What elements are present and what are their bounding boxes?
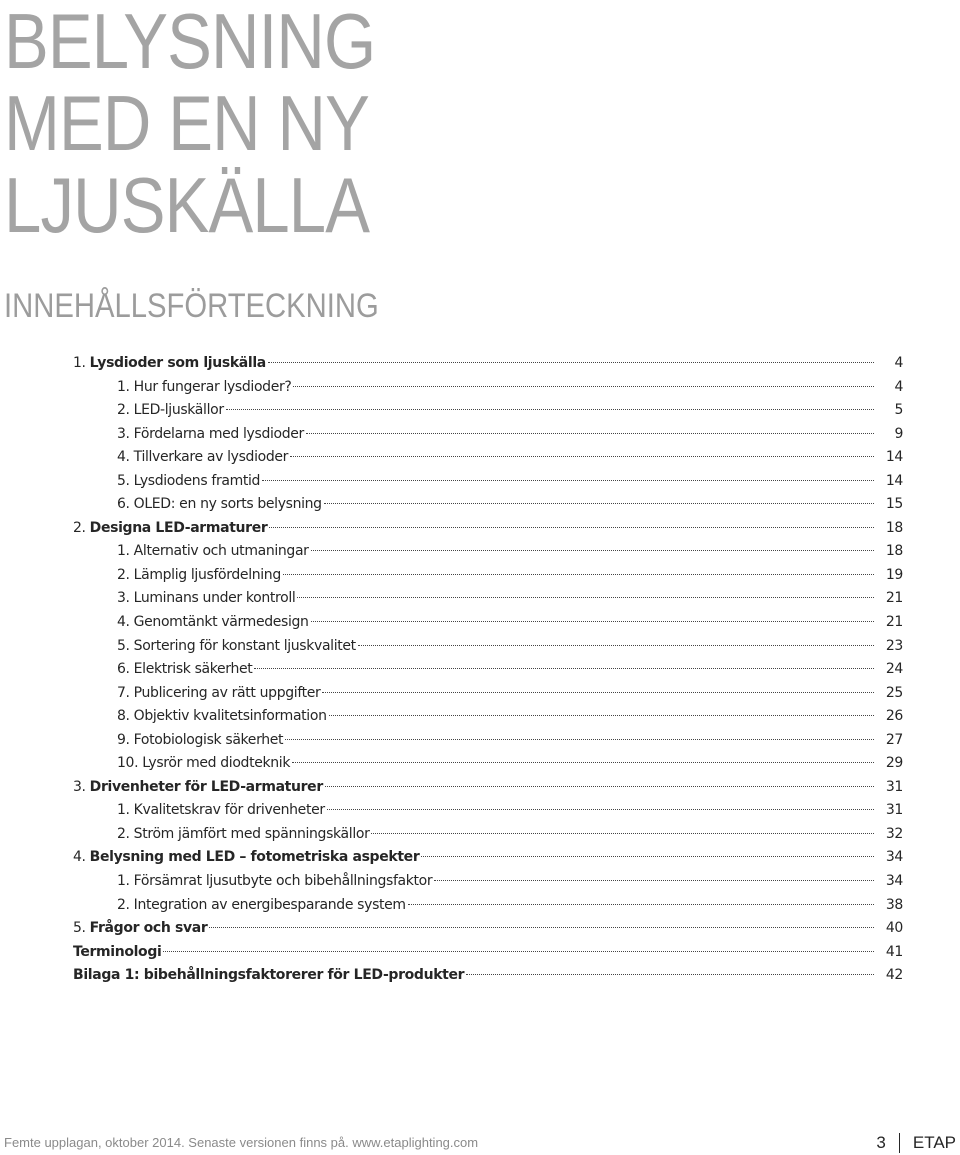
toc-entry-page: 14 — [885, 449, 903, 466]
toc-entry-number: 2. — [117, 566, 130, 583]
toc-entry-page: 38 — [885, 896, 903, 913]
toc-entry-page: 21 — [885, 590, 903, 607]
toc-entry-number: 1. — [117, 378, 130, 395]
title-line-2: MED EN NY — [4, 79, 369, 167]
toc-entry[interactable] — [73, 493, 903, 517]
toc-entry-page: 15 — [885, 496, 903, 513]
toc-entry[interactable] — [73, 658, 903, 682]
toc-leader-dots — [421, 855, 874, 857]
toc-heading: INNEHÅLLSFÖRTECKNING — [4, 287, 379, 325]
toc-entry[interactable] — [73, 894, 903, 918]
toc-entry-number: 1. — [117, 802, 130, 819]
toc-leader-dots — [209, 926, 874, 928]
toc-entry[interactable] — [73, 611, 903, 635]
toc-entry-page: 14 — [885, 472, 903, 489]
toc-entry-number: 10. — [117, 755, 139, 772]
toc-entry-label: Sortering för konstant ljuskvalitet — [133, 637, 356, 654]
toc-entry-number: 9. — [117, 731, 130, 748]
toc-leader-dots — [329, 714, 874, 716]
toc-entry[interactable] — [73, 729, 903, 753]
toc-leader-dots — [262, 479, 874, 481]
toc-entry[interactable] — [73, 376, 903, 400]
toc-entry-label: Belysning med LED – fotometriska aspekter — [89, 849, 420, 866]
toc-leader-dots — [408, 903, 874, 905]
toc-entry-label: OLED: en ny sorts belysning — [133, 496, 322, 513]
toc-entry-page: 18 — [885, 543, 903, 560]
toc-entry-number: 5. — [117, 637, 130, 654]
toc-entry-number: 6. — [117, 496, 130, 513]
toc-leader-dots — [311, 549, 874, 551]
toc-entry[interactable] — [73, 870, 903, 894]
toc-entry-number: 4. — [117, 614, 130, 631]
toc-leader-dots — [434, 879, 874, 881]
toc-entry-number: 3. — [117, 590, 130, 607]
toc-entry-number: 3. — [117, 425, 130, 442]
toc-leader-dots — [293, 385, 874, 387]
toc-entry-number: 1. — [117, 543, 130, 560]
title-line-3: LJUSKÄLLA — [4, 161, 370, 249]
toc-leader-dots — [269, 526, 874, 528]
toc-entry[interactable] — [73, 399, 903, 423]
toc-entry-page: 9 — [894, 425, 903, 442]
toc-entry-number: 2. — [117, 402, 130, 419]
toc-leader-dots — [290, 455, 874, 457]
toc-entry[interactable] — [73, 799, 903, 823]
toc-entry[interactable] — [73, 423, 903, 447]
toc-entry-label: Designa LED-armaturer — [89, 519, 268, 536]
toc-entry[interactable] — [73, 823, 903, 847]
toc-entry-label: Lämplig ljusfördelning — [133, 566, 281, 583]
toc-entry-number: 5. — [73, 920, 86, 937]
page-footer — [876, 1133, 956, 1153]
toc-entry-label: Objektiv kvalitetsinformation — [133, 708, 327, 725]
toc-entry-label: Genomtänkt värmedesign — [133, 614, 309, 631]
toc-entry-label: Frågor och svar — [89, 920, 208, 937]
toc-entry-number: 8. — [117, 708, 130, 725]
toc-entry[interactable] — [73, 470, 903, 494]
toc-leader-dots — [311, 620, 874, 622]
toc-entry-label: Publicering av rätt uppgifter — [133, 684, 321, 701]
toc-entry-number: 6. — [117, 661, 130, 678]
toc-entry-number: 2. — [73, 519, 86, 536]
brand-name: ETAP — [912, 1133, 956, 1152]
toc-entry-label: Kvalitetskrav för drivenheter — [133, 802, 325, 819]
toc-entry[interactable] — [73, 846, 903, 870]
toc-entry-label: Alternativ och utmaningar — [133, 543, 309, 560]
toc-entry-page: 5 — [894, 402, 903, 419]
toc-entry-label: Elektrisk säkerhet — [133, 661, 253, 678]
toc-entry-label: Hur fungerar lysdioder? — [133, 378, 292, 395]
toc-entry-label: Tillverkare av lysdioder — [133, 449, 289, 466]
toc-entry-page: 18 — [885, 519, 903, 536]
toc-entry-number: 7. — [117, 684, 130, 701]
toc-entry-page: 27 — [885, 731, 903, 748]
toc-entry-number: 4. — [117, 449, 130, 466]
toc-entry[interactable] — [73, 705, 903, 729]
toc-leader-dots — [285, 738, 874, 740]
toc-leader-dots — [283, 573, 874, 575]
toc-entry[interactable] — [73, 941, 903, 965]
toc-entry-label: Integration av energibesparande system — [133, 896, 406, 913]
toc-entry-label: Terminologi — [73, 943, 162, 960]
toc-leader-dots — [268, 361, 874, 363]
toc-entry-page: 4 — [894, 378, 903, 395]
toc-leader-dots — [163, 950, 874, 952]
toc-entry-number: 4. — [73, 849, 86, 866]
toc-entry-page: 31 — [885, 778, 903, 795]
toc-entry[interactable] — [73, 352, 903, 376]
toc-entry-page: 26 — [885, 708, 903, 725]
toc-entry-page: 25 — [885, 684, 903, 701]
toc-entry[interactable] — [73, 682, 903, 706]
toc-leader-dots — [324, 502, 874, 504]
toc-entry[interactable] — [73, 540, 903, 564]
toc-entry-label: Försämrat ljusutbyte och bibehållningsfaktor — [133, 873, 433, 890]
toc-entry-label: Fotobiologisk säkerhet — [133, 731, 284, 748]
toc-entry[interactable] — [73, 587, 903, 611]
toc-entry-number: 2. — [117, 825, 130, 842]
toc-entry-number: 1. — [117, 873, 130, 890]
toc-leader-dots — [371, 832, 874, 834]
toc-leader-dots — [254, 667, 874, 669]
toc-entry-page: 19 — [885, 566, 903, 583]
toc-entry[interactable] — [73, 964, 903, 988]
title-line-1: BELYSNING — [4, 0, 376, 85]
toc-entry[interactable] — [73, 635, 903, 659]
toc-entry-label: Drivenheter för LED-armaturer — [89, 778, 323, 795]
toc-entry-page: 41 — [885, 943, 903, 960]
toc-entry-page: 31 — [885, 802, 903, 819]
toc-entry[interactable] — [73, 564, 903, 588]
toc-leader-dots — [325, 785, 874, 787]
toc-entry[interactable] — [73, 917, 903, 941]
toc-entry-label: Lysrör med diodteknik — [142, 755, 291, 772]
edition-note: Femte upplagan, oktober 2014. Senaste versionen finns på. www.etaplighting.com — [4, 1135, 479, 1150]
toc-entry-number: 1. — [73, 355, 86, 371]
toc-leader-dots — [226, 408, 874, 410]
toc-entry-label: Ström jämfört med spänningskällor — [133, 825, 370, 842]
toc-entry-label: Fördelarna med lysdioder — [133, 425, 304, 442]
toc-leader-dots — [358, 644, 874, 646]
toc-entry-page: 42 — [885, 967, 903, 984]
toc-leader-dots — [322, 691, 874, 693]
toc-entry-label: Luminans under kontroll — [133, 590, 296, 607]
toc-entry-page: 32 — [885, 825, 903, 842]
toc-entry-number: 3. — [73, 778, 86, 795]
toc-leader-dots — [327, 808, 874, 810]
toc-entry-page: 34 — [885, 849, 903, 866]
toc-entry-label: LED-ljuskällor — [133, 402, 224, 419]
toc-entry-page: 4 — [894, 355, 903, 371]
toc-entry[interactable] — [73, 446, 903, 470]
toc-entry-label: Lysdioder som ljuskälla — [89, 355, 266, 371]
page-number: 3 — [876, 1133, 886, 1152]
toc-leader-dots — [297, 596, 874, 598]
toc-entry-page: 40 — [885, 920, 903, 937]
toc-entry[interactable] — [73, 517, 903, 541]
toc-entry-number: 2. — [117, 896, 130, 913]
footer-divider — [899, 1133, 900, 1153]
document-title — [4, 0, 376, 249]
toc-entry-page: 21 — [885, 614, 903, 631]
toc-entry[interactable] — [73, 752, 903, 776]
toc-entry-page: 23 — [885, 637, 903, 654]
table-of-contents — [73, 352, 903, 988]
toc-leader-dots — [466, 973, 874, 975]
toc-entry[interactable] — [73, 776, 903, 800]
toc-entry-page: 34 — [885, 873, 903, 890]
toc-leader-dots — [292, 761, 874, 763]
toc-entry-label: Bilaga 1: bibehållningsfaktorerer för LED-produkter — [73, 967, 465, 984]
toc-entry-number: 5. — [117, 472, 130, 489]
toc-leader-dots — [306, 432, 874, 434]
toc-entry-label: Lysdiodens framtid — [133, 472, 261, 489]
toc-entry-page: 29 — [885, 755, 903, 772]
toc-entry-page: 24 — [885, 661, 903, 678]
